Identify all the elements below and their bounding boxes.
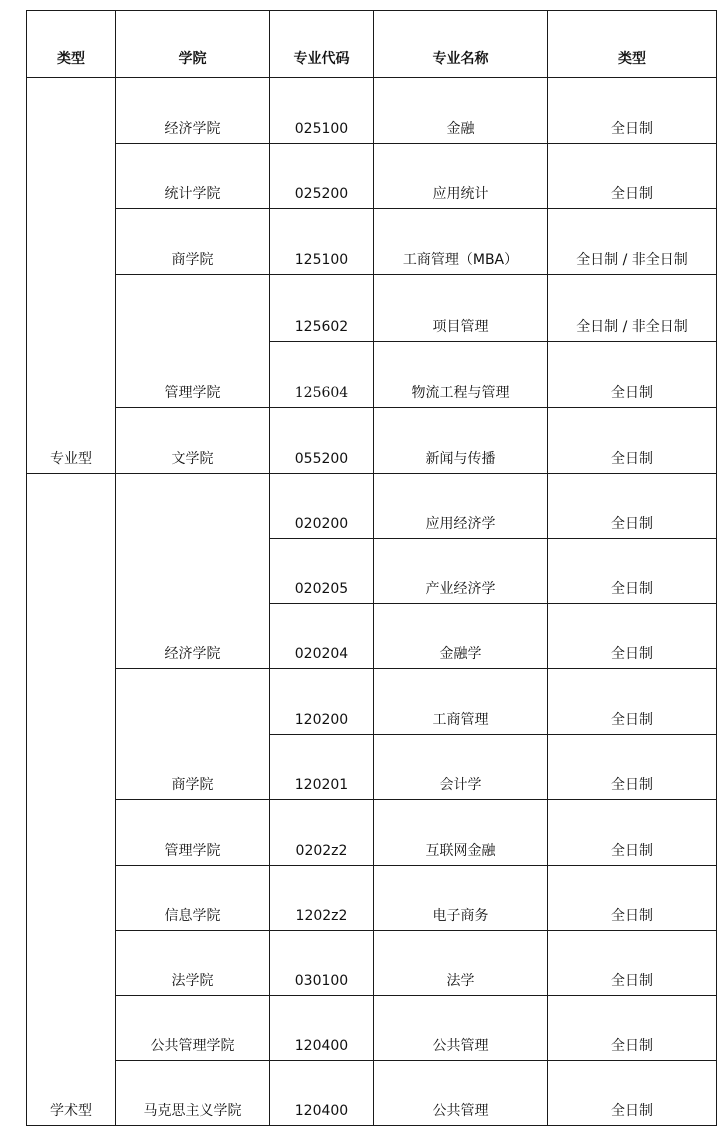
code-cell: 020205 [270, 539, 374, 604]
college-cell: 经济学院 [116, 474, 270, 669]
code-cell: 125100 [270, 209, 374, 275]
study-mode-cell: 全日制 [548, 342, 717, 408]
study-mode-cell: 全日制 [548, 78, 717, 144]
major-name-cell: 应用经济学 [374, 474, 548, 539]
code-cell: 020200 [270, 474, 374, 539]
college-cell: 文学院 [116, 408, 270, 474]
table-row [27, 144, 717, 209]
code-cell: 0202z2 [270, 800, 374, 866]
table-row [27, 474, 717, 539]
code-cell: 025100 [270, 78, 374, 144]
major-name-cell: 金融学 [374, 604, 548, 669]
program-table [26, 10, 717, 1126]
header-row [27, 11, 717, 78]
table-row [27, 800, 717, 866]
table-row [27, 866, 717, 931]
table-row [27, 78, 717, 144]
major-name-cell: 项目管理 [374, 275, 548, 342]
code-cell: 025200 [270, 144, 374, 209]
table-row [27, 408, 717, 474]
code-cell: 030100 [270, 931, 374, 996]
major-name-cell: 金融 [374, 78, 548, 144]
table-row [27, 931, 717, 996]
study-mode-cell: 全日制 [548, 1061, 717, 1126]
table-row [27, 996, 717, 1061]
code-cell: 055200 [270, 408, 374, 474]
header-type: 类型 [27, 11, 116, 78]
study-mode-cell: 全日制 / 非全日制 [548, 209, 717, 275]
college-cell: 公共管理学院 [116, 996, 270, 1061]
study-mode-cell: 全日制 [548, 669, 717, 735]
major-name-cell: 公共管理 [374, 1061, 548, 1126]
header-name: 专业名称 [374, 11, 548, 78]
study-mode-cell: 全日制 [548, 408, 717, 474]
header-college: 学院 [116, 11, 270, 78]
study-mode-cell: 全日制 [548, 474, 717, 539]
study-mode-cell: 全日制 [548, 931, 717, 996]
code-cell: 125604 [270, 342, 374, 408]
major-name-cell: 互联网金融 [374, 800, 548, 866]
study-mode-cell: 全日制 [548, 800, 717, 866]
college-cell: 马克思主义学院 [116, 1061, 270, 1126]
major-name-cell: 产业经济学 [374, 539, 548, 604]
major-name-cell: 应用统计 [374, 144, 548, 209]
study-mode-cell: 全日制 [548, 539, 717, 604]
group-type-professional: 专业型 [27, 78, 116, 474]
major-name-cell: 电子商务 [374, 866, 548, 931]
study-mode-cell: 全日制 [548, 866, 717, 931]
major-name-cell: 工商管理（MBA） [374, 209, 548, 275]
study-mode-cell: 全日制 [548, 604, 717, 669]
college-cell: 商学院 [116, 209, 270, 275]
college-cell: 信息学院 [116, 866, 270, 931]
code-cell: 120400 [270, 1061, 374, 1126]
code-cell: 125602 [270, 275, 374, 342]
study-mode-cell: 全日制 / 非全日制 [548, 275, 717, 342]
table-row [27, 209, 717, 275]
college-cell: 法学院 [116, 931, 270, 996]
major-name-cell: 会计学 [374, 735, 548, 800]
college-cell: 管理学院 [116, 275, 270, 408]
college-cell: 经济学院 [116, 78, 270, 144]
study-mode-cell: 全日制 [548, 735, 717, 800]
college-cell: 统计学院 [116, 144, 270, 209]
table-row [27, 669, 717, 735]
college-cell: 商学院 [116, 669, 270, 800]
code-cell: 020204 [270, 604, 374, 669]
major-name-cell: 新闻与传播 [374, 408, 548, 474]
study-mode-cell: 全日制 [548, 996, 717, 1061]
major-name-cell: 公共管理 [374, 996, 548, 1061]
major-name-cell: 工商管理 [374, 669, 548, 735]
header-mode: 类型 [548, 11, 717, 78]
table-row [27, 1061, 717, 1126]
study-mode-cell: 全日制 [548, 144, 717, 209]
major-name-cell: 法学 [374, 931, 548, 996]
major-name-cell: 物流工程与管理 [374, 342, 548, 408]
code-cell: 1202z2 [270, 866, 374, 931]
table-row [27, 275, 717, 342]
college-cell: 管理学院 [116, 800, 270, 866]
header-code: 专业代码 [270, 11, 374, 78]
code-cell: 120400 [270, 996, 374, 1061]
code-cell: 120201 [270, 735, 374, 800]
code-cell: 120200 [270, 669, 374, 735]
group-type-academic: 学术型 [27, 474, 116, 1126]
